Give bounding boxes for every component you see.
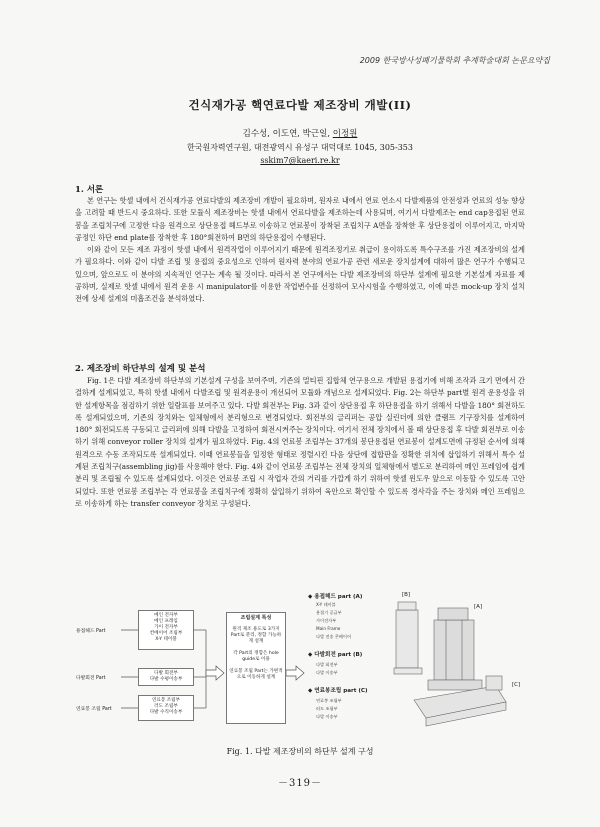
group-c-item: 다발 이송부 [316, 714, 338, 719]
box-rotation-components [138, 668, 194, 686]
group-a-item: X-Y 테이블 [316, 602, 336, 607]
group-title: 다발회전 part (B) [314, 652, 363, 658]
authors [0, 127, 600, 139]
section-1-body [75, 195, 525, 306]
group-head-a: ◆ 용접헤드 part (A) [308, 594, 363, 600]
component: 메인 프레임 [154, 619, 178, 624]
component: 러도 조립부 [154, 704, 178, 709]
part-label-c: [C] [512, 682, 521, 688]
label-rod-assembly-part: 연료봉 조립 Part [76, 707, 112, 712]
group-c-item: 러도 조립부 [316, 706, 338, 711]
component: X-Y 테이블 [155, 637, 177, 642]
part-label-a: [A] [474, 604, 483, 610]
group-c-item: 연료봉 조립부 [316, 698, 342, 703]
section-2-heading: 2. 제조장비 하단부의 설계 및 분석 [75, 364, 206, 374]
feature-item: 각 Part의 정합은 hole guide로 이용 [233, 651, 279, 662]
conference-header: 2009 한국방사성폐기물학회 추계학술대회 논문요약집 [359, 56, 550, 65]
component: 다발 수직이송부 [149, 710, 183, 715]
group-b-item: 다발 이송부 [316, 670, 338, 675]
component: 컨베이어 조립부 [149, 631, 183, 636]
component: 다발 수평이송부 [149, 677, 183, 682]
paragraph: Fig. 1은 다발 제조장비 하단부의 기본설계 구성을 보여주며, 기존의 멀티핀 집합체 연구용으로 개발된 용접기에 비해 조작과 크기 면에서 간결하게 설계되었고, 특히 핫셀 내에서 다발조립 및 원격운용이 개선되어 모듈화 개념으로 설계되었다. Fig. 2는 하단부 part별 원격 운용성을 위한 설계항목을 점검하기 위한 일람표를 보여주고 있다. 다발 회전부는 Fig. 3과 같이 상단용접 후 하단용접을 하기 위해서 다발을 180° 회전하도록 설계되었으며, 기존의 장치와는 일체형에서 분리형으로 변경되었다. 회전부의 글리퍼는 공압 실린더에 의한 클램프 기구장치를 설계하여 180° 회전되도록 구동되고 글리퍼에 의해 다발을 고정하여 회전시켜주는 장치이다. 여기서 전체 장치에서 볼 때 상단용접 후 다발 회전부로 이송하기 위해 conveyor roller 장치의 설계가 필요하였다. Fig. 4의 연료봉 조립부는 37개의 봉단용접된 연료봉이 설계도면에 규정된 순서에 의해 원격으로 수동 조작되도록 설계되었다. 이때 연료봉들을 일정한 형태로 정렬시킨 다음 상단에 접합판을 정확한 위치에 삽입하기 위해서 특수 설계된 조립치구(assembling jig)를 사용해야 한다. Fig. 4와 같이 연료봉 조립부는 전체 장치의 일체형에서 별도로 분리하여 메인 프레임에 쉽게 분리 및 조립될 수 있도록 설계되었다. 이것은 연료봉 조립 시 작업자 간의 거리를 가깝게 하기 위하여 핫셀 윈도우 앞으로 이동할 수 있도록 고안되었다. 또한 연료봉 조립부는 각 연료봉을 조립치구에 정확히 삽입하기 위하여 육안으로 확인할 수 있도록 경사각을 주는 장치와 메인 프레임으로 이송하게 하는 transfer conveyor 장치로 구성된다. [75, 376, 525, 508]
group-head-b: ◆ 다발회전 part (B) [308, 652, 363, 658]
page-number: －319－ [277, 778, 323, 789]
figure-caption: Fig. 1. 다발 제조장비의 하단부 설계 구성 [226, 747, 374, 756]
component: 다발 회전부 [154, 671, 178, 676]
group-a-item: 다발 전송 콘베이어 [316, 634, 352, 639]
component: 가이 전자부 [154, 625, 178, 630]
label-bundle-rotation-part: 다발회전 Part [76, 676, 106, 681]
paper-title: 건식재가공 핵연료다발 제조장비 개발(II) [188, 98, 412, 112]
authors-list: 김수성, 이도연, 박근일, [242, 129, 333, 139]
section-1-heading: 1. 서론 [75, 185, 104, 195]
affiliation: 한국원자력연구원, 대전광역시 유성구 대덕대로 1045, 305-353 [187, 143, 413, 152]
box-assembly-components [138, 695, 194, 721]
corresponding-author: 이정원 [332, 129, 358, 139]
box-welding-head-components [138, 610, 194, 650]
paragraph: 본 연구는 핫셀 내에서 건식재가공 연료다발의 제조장비 개발이 필요하며, 원자로 내에서 연료 연소시 다발제품의 안전성과 연료의 성능 향상을 고려할 때 반드시 중요하다. 또한 모듈식 제조장비는 핫셀 내에서 연료다발을 제조하는데 사용되며, 여기서 다발제조는 end cap용접된 연료봉을 조립치구에 고정한 다음 원격으로 상단용접 헤드부로 이송하고 연료봉이 장착된 조립치구 A면을 장착한 후 상단용접이 이루어지고, 마지막 공정인 하단 end plate를 장착한 후 180°회전하여 B면의 하단용접이 수행된다. [75, 196, 525, 242]
group-title: 용접헤드 part (A) [314, 594, 363, 600]
paragraph: 이와 같이 모든 제조 과정이 핫셀 내에서 원격작업이 이루어지기 때문에 원격조정기로 취급이 용이하도록 특수구조를 가진 제조장비의 설계가 필요하다. 이와 같이 다발 조립 및 용접의 중요성으로 인하여 원자력 분야의 연료가공 관련 새로운 장치설계에 대하여 많은 연구가 수행되고 있으며, 앞으로도 이 분야의 지속적인 연구는 계속 될 것이다. 따라서 본 연구에서는 다발 제조장비의 하단부 설계에 필요한 기본설계 자료를 제공하며, 실제로 핫셀 내에서 원격 운용 시 manipulator를 이용한 작업변수를 선정하여 모사시험을 수행하였고, 이에 따른 mock-up 장치 설치 전에 상세 설계의 미흡조건을 분석하였다. [75, 245, 525, 304]
section-2-body [75, 375, 525, 510]
component: 연료봉 조립부 [151, 698, 181, 703]
center-box-title: 조립설계 특성 [240, 615, 272, 621]
group-title: 연료봉조립 part (C) [314, 688, 368, 694]
component: 메인 전자부 [154, 613, 178, 618]
part-label-b: [B] [402, 592, 411, 598]
feature-item: 원격 제조 용도로 3가지 Part로 분리, 정합 가능하게 설계 [230, 627, 282, 644]
group-a-item: 가이전자부 [316, 618, 337, 623]
feature-item: 연료봉 조립 Part는 가변적으로 이동하게 설계 [229, 669, 283, 680]
box-assembly-design-features [226, 612, 286, 724]
figure-1 [76, 590, 536, 740]
author-email[interactable]: sskim7@kaeri.re.kr [260, 156, 340, 165]
group-b-item: 다발 회전부 [316, 662, 338, 667]
group-a-item: 용접기 공급부 [316, 610, 342, 615]
group-head-c: ◆ 연료봉조립 part (C) [308, 688, 368, 694]
group-a-item: Main Frame [316, 626, 341, 631]
label-welding-head-part: 용접헤드 Part [76, 629, 106, 634]
